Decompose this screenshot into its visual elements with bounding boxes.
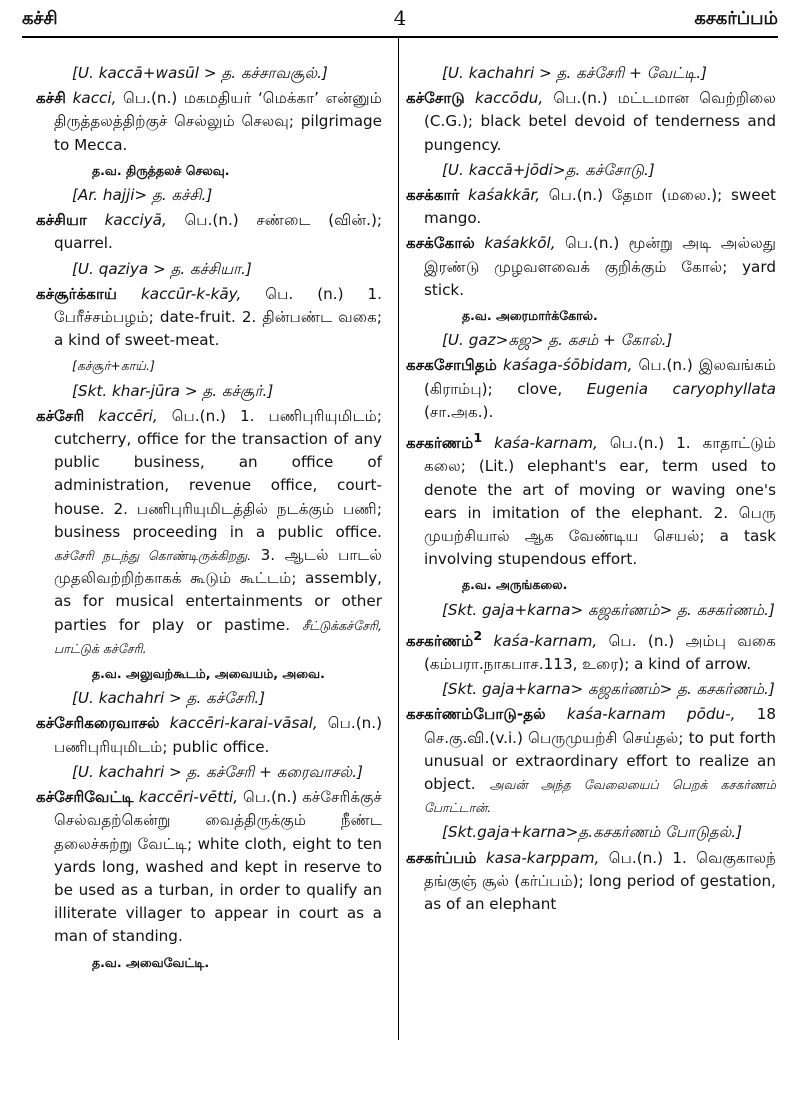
headword: கச்சேரிகரைவாசல் [36, 714, 160, 733]
header-first-headword: கச்சி [22, 8, 58, 29]
transliteration: kaccēri-karai-vāsal, [169, 714, 318, 733]
definition: 18 செ.கு.வி.(v.i.) பெருமுயற்சி செய்தல்; to put forth unusual or extraordinary effort to realize an object. [424, 705, 777, 794]
transliteration: kaśa-karnam, [494, 434, 598, 453]
definition: பெ.(n.) மகமதியர் ‘மெக்கா’ என்னும் திருத்தலத்திற்குச் செல்லும் செலவு; pilgrimage to Mecca. [54, 89, 382, 154]
etymology: [U. kaccā+jōdi>த. கச்சோடு.] [442, 160, 655, 179]
definition: 3. ஆடல் பாடல் முதலிவற்றிற்காகக் கூடும் கூட்டம்; assembly, as for musical entertainments or other parties for play or pastime. [54, 546, 382, 634]
etymology: [U. kachahri > த. கச்சேரி.] [72, 689, 266, 708]
etymology: [U. gaz>கஜ> த. கசம் + கோல்.] [442, 331, 673, 350]
transliteration: kaśakkōl, [484, 234, 556, 253]
dictionary-entry [406, 87, 776, 157]
headword: கசகர்ணம்போடு-தல் [406, 705, 546, 724]
etymology: [Skt. khar-jūra > த. கச்சூர்.] [72, 381, 274, 400]
definition: பெ. (n.) 1. பேரீச்சம்பழம்; date-fruit. 2. தின்பண்ட வகை; a kind of sweet-meat. [54, 284, 383, 350]
homonym-number: 2 [473, 627, 483, 643]
dictionary-entry [36, 712, 382, 758]
dictionary-entry [406, 624, 776, 676]
dictionary-entry [36, 283, 382, 353]
definition: பெ.(n.) கச்சேரிக்குச் செல்வதற்கென்று வைத்திருக்கும் நீண்ட தலைச்சுற்று வேட்டி; white cloth, eight to ten yards long, washed and kept in reserve to be used as a turban, in order to qualify an illiterate villager to appear in court as a man of standing. [54, 788, 382, 946]
header-rule [22, 36, 778, 38]
definition: பெ.(n.) 1. காதாட்டும் கலை; (Lit.) elephant's ear, term used to denote the art of moving or waving one's ears in imitation of the elephant. 2. பெரு முயற்சியால் ஆக வேண்டிய செயல்; a task involving stupendous effort. [424, 434, 776, 569]
tamil-equivalent: த.வ. அருங்கலை. [462, 577, 568, 593]
headword: கச்சூர்க்காய் [36, 284, 117, 303]
scientific-name: Eugenia caryophyllata [586, 379, 776, 398]
definition: பெ.(n.) மூன்று அடி அல்லது இரண்டு முழவளவைக் குறிக்கும் கோல்; yard stick. [424, 234, 776, 299]
header-last-headword: கசகர்ப்பம் [694, 8, 778, 29]
transliteration: kaśaga-śōbidam, [503, 356, 633, 375]
headword: கசகர்ப்பம் [406, 848, 477, 867]
dictionary-entry [406, 847, 776, 917]
headword: கசகர்ணம் [406, 434, 474, 453]
definition: பெ.(n.) பணிபுரியுமிடம்; public office. [54, 714, 383, 756]
definition: பெ.(n.) 1. வெகுகாலந் தங்குஞ் சூல் (கர்ப்பம்); long period of gestation, as of an elephant [424, 848, 777, 914]
etymology: [Skt. gaja+karna> கஜகர்ணம்> த. கசகர்ணம்.] [442, 600, 775, 619]
etymology: [Skt. gaja+karna> கஜகர்ணம்> த. கசகர்ணம்.] [442, 680, 775, 699]
tamil-equivalent: த.வ. அரைமார்க்கோல். [462, 308, 598, 324]
transliteration: kaccēri, [98, 406, 158, 425]
definition: பெ.(n.) சண்டை (வின்.); quarrel. [54, 211, 383, 253]
transliteration: kaśa-karnam, [493, 631, 598, 650]
tamil-equivalent: த.வ. திருத்தலச் செலவு. [92, 162, 230, 178]
definition: பெ.(n.) மட்டமான வெற்றிலை (C.G.); black betel devoid of tenderness and pungency. [424, 89, 777, 154]
etymology: [U. kaccā+wasūl > த. கச்சாவசூல்.] [72, 64, 328, 82]
headword: கசக்கார் [406, 186, 460, 205]
tamil-equivalent: த.வ. அவைவேட்டி. [92, 954, 210, 970]
definition: பெ. (n.) அம்பு வகை (கம்பரா.நாகபாச.113, உரை); a kind of arrow. [424, 631, 776, 673]
dictionary-entry [406, 703, 776, 819]
usage-example: சீட்டுக்கச்சேரி, பாட்டுக் கச்சேரி. [54, 617, 382, 656]
dictionary-entry [36, 87, 382, 157]
transliteration: kacci, [72, 89, 117, 108]
transliteration: kaśa-karnam pōdu-, [566, 705, 736, 724]
dictionary-entry [406, 184, 776, 230]
headword: கச்சி [36, 89, 67, 108]
transliteration: kasa-karppam, [486, 848, 600, 867]
headword: கசகர்ணம் [406, 631, 474, 650]
headword: கச்சேரி [36, 406, 85, 425]
column-divider [398, 38, 399, 1040]
dictionary-entry [406, 426, 776, 571]
etymology: [கச்சூர்+காய்.] [72, 358, 155, 374]
homonym-number: 1 [473, 430, 483, 446]
transliteration: kaccūr-k-kāy, [140, 284, 242, 303]
tamil-equivalent: த.வ. அலுவற்கூடம், அவையம், அவை. [92, 666, 325, 682]
headword: கசக்கோல் [406, 234, 475, 253]
source-reference: (சா.அக.). [424, 402, 494, 421]
etymology: [U. kachahri > த. கச்சேரி + வேட்டி.] [442, 64, 707, 82]
dictionary-entry [406, 354, 776, 424]
left-column [36, 62, 382, 976]
definition: பெ.(n.) இலவங்கம் (கிராம்பு); clove, [424, 356, 777, 398]
definition: பெ.(n.) தேமா (மலை.); sweet mango. [424, 186, 776, 228]
etymology: [U. kachahri > த. கச்சேரி + கரைவாசல்.] [72, 762, 363, 781]
dictionary-entry [36, 209, 382, 255]
etymology: [Ar. hajji> த. கச்சி.] [72, 186, 213, 205]
right-column [406, 62, 776, 918]
etymology: [U. qaziya > த. கச்சியா.] [72, 259, 252, 278]
transliteration: kacciyā, [104, 211, 167, 230]
usage-example: கச்சேரி நடந்து கொண்டிருக்கிறது. [54, 548, 252, 564]
dictionary-entry [406, 232, 776, 302]
definition: பெ.(n.) 1. பணிபுரியுமிடம்; cutcherry, office for the transaction of any public business, an office of administration, revenue office, court-house. 2. பணிபுரியுமிடத்தில் நடக்கும் பணி; business proceeding in a public office. [54, 406, 383, 541]
transliteration: kaccōdu, [475, 89, 544, 108]
headword: கசகசோபிதம் [406, 356, 497, 375]
transliteration: kaccēri-vētti, [138, 788, 239, 807]
headword: கச்சேரிவேட்டி [36, 788, 134, 807]
page-header [22, 4, 778, 36]
headword: கச்சியா [36, 211, 87, 230]
etymology: [Skt.gaja+karna>த.கசகர்ணம் போடுதல்.] [442, 823, 743, 842]
dictionary-entry [36, 786, 382, 948]
page-number: 4 [393, 6, 407, 30]
usage-example: அவன் அந்த வேலையைப் பெறக் கசகர்ணம் போட்டான். [424, 777, 776, 816]
transliteration: kaśakkār, [468, 186, 541, 205]
headword: கச்சோடு [406, 89, 465, 108]
dictionary-entry [36, 405, 382, 660]
